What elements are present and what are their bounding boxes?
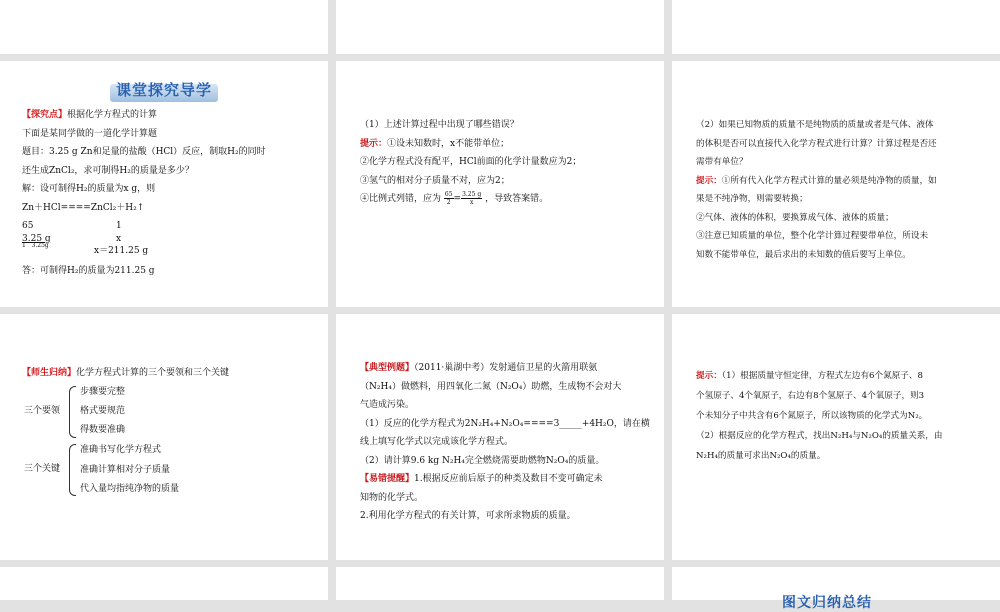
proportion-fraction: 1 3.25g	[22, 241, 49, 249]
slide-example[interactable]	[336, 314, 664, 560]
slide-body: （1）上述计算过程中出现了哪些错误？ 提示：①设未知数时，x不能带单位； ②化学方程式没有配平，HCl前面的化学计量数应为2； ③氢气的相对分子质量不对，应为2； ④比例式列错，应为 $\frac{65}{2}$ = $\frac{3.25 g}{x}$ ，导致答案错。	[360, 120, 582, 206]
list-item: 格式要规范	[80, 406, 126, 416]
slide-body: （2）如果已知物质的质量不是纯物质的质量或者是气体、液体 的体积是否可以直接代入化学方程式进行计算？计算过程是否还 需带有单位？ 提示：①所有代入化学方程式计算的量必须是纯净物的质量，如 果是不纯净物，则需要转换； ②气体、液体的体积，要换算成气体、液体的质量； ③注意已知质量的单位，整个化学计算过程要带单位，所设未 知数不能带单位，最后求出的未知数的值后要写上单位。	[696, 120, 937, 260]
slide-errors[interactable]	[336, 61, 664, 307]
list-item: 步骤要完整	[80, 387, 126, 397]
slide-top-right	[672, 0, 1000, 54]
slide-top-left	[0, 0, 328, 54]
list-item: 得数要准确	[80, 425, 126, 435]
slide-bottom-left[interactable]	[0, 567, 328, 600]
list-item: 代入量均指纯净物的质量	[80, 484, 180, 494]
fraction-325-x: $\frac{3.25 g}{x}$	[462, 191, 482, 206]
brace-essentials	[69, 386, 76, 438]
slide-body: 提示：（1）根据质量守恒定律，方程式左边有6个氮原子、8 个氢原子、4个氧原子，右边有8个氢原子、4个氧原子，则3 个未知分子中共含有6个氮原子，所以该物质的化学式为N₂。 （2）根据反应的化学方程式，找出N₂H₄与N₂O₄的质量关系，由 N₂H₄的质量可求出N₂O₄的质量。	[696, 371, 943, 461]
list-item: 准确计算相对分子质量	[80, 465, 171, 475]
fraction-65-2: $\frac{65}{2}$	[444, 191, 453, 206]
list-item: 准确书写化学方程式	[80, 445, 162, 455]
group-label-keys: 三个关键	[24, 464, 61, 474]
slide-bottom-right[interactable]	[672, 567, 1000, 611]
slide-hints[interactable]	[672, 314, 1000, 560]
slide-bottom-middle[interactable]	[336, 567, 664, 600]
group-label-essentials: 三个要领	[24, 406, 61, 416]
slide-summary[interactable]	[0, 314, 328, 560]
banner-title: 课堂探究导学	[108, 75, 220, 105]
slide-heading: 【师生归纳】化学方程式计算的三个要领和三个关键	[22, 368, 230, 378]
slide-body: 【探究点】根据化学方程式的计算 下面是某同学做的一道化学计算题 题目：3.25 g Zn和足量的盐酸（HCl）反应，制取H₂的同时 还生成ZnCl₂，求可制得H₂的质量是多少？ 解：设可制得H₂的质量为x g，则 Zn＋HCl====ZnCl₂＋H₂↑ 65 1 3.25 g x 1 3.25g x＝211.25 g 答：可制得H₂的质量为211.25 g	[22, 110, 266, 276]
slide-body: 【典型例题】（2011·巢湖中考）发射通信卫星的火箭用联氨 （N₂H₄）做燃料，用四氧化二氮（N₂O₄）助燃，生成物不会对大 气造成污染。 （1）反应的化学方程式为2N₂H₄+N₂O₄====3_____+4H₂O，请在横 线上填写化学式以完成该化学方程式。 （2）请计算9.6 kg N₂H₄完全燃烧需要助燃物N₂O₄的质量。 【易错提醒】1.根据反应前后原子的种类及数目不变可确定未 知物的化学式。 2.利用化学方程式的有关计算，可求所求物质的质量。	[360, 363, 650, 521]
slide-exploration[interactable]	[0, 61, 328, 307]
slide-units[interactable]	[672, 61, 1000, 307]
slide-top-middle	[336, 0, 664, 54]
banner-title: 图文归纳总结	[782, 595, 872, 611]
brace-keys	[69, 444, 76, 496]
